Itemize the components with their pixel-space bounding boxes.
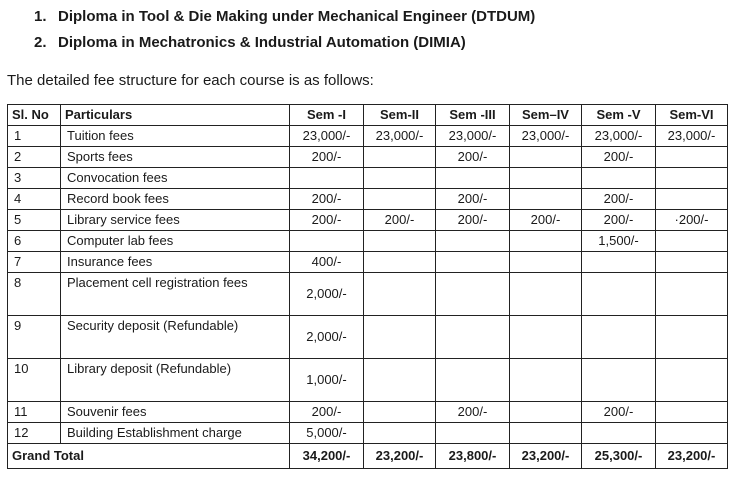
course-name: Diploma in Mechatronics & Industrial Automation (DIMIA): [58, 34, 466, 51]
fee-cell-sem-4: [510, 402, 582, 423]
grand-total-row: [8, 444, 728, 469]
course-number: 2.: [34, 34, 47, 51]
particulars-cell: Insurance fees: [61, 252, 290, 273]
grand-total-sem-6: 23,200/-: [656, 444, 728, 469]
fee-table: [7, 104, 728, 469]
fee-cell-sem-5: 200/-: [582, 402, 656, 423]
grand-total-sem-4: 23,200/-: [510, 444, 582, 469]
fee-cell-sem-3: [436, 273, 510, 316]
course-item: [34, 30, 535, 56]
fee-cell-sem-3: 200/-: [436, 147, 510, 168]
header-sem-4: Sem–IV: [510, 105, 582, 126]
fee-cell-sem-1: 5,000/-: [290, 423, 364, 444]
fee-cell-sem-2: [364, 316, 436, 359]
fee-cell-sem-2: [364, 423, 436, 444]
fee-cell-sem-6: [656, 231, 728, 252]
fee-cell-sem-1: [290, 168, 364, 189]
fee-cell-sem-6: [656, 189, 728, 210]
sl-no-cell: 6: [8, 231, 61, 252]
fee-cell-sem-5: [582, 168, 656, 189]
fee-cell-sem-6: [656, 147, 728, 168]
header-sl-no: Sl. No: [8, 105, 61, 126]
fee-cell-sem-1: 200/-: [290, 210, 364, 231]
particulars-cell: Library deposit (Refundable): [61, 359, 290, 402]
table-row: [8, 210, 728, 231]
fee-cell-sem-3: [436, 316, 510, 359]
fee-cell-sem-2: [364, 189, 436, 210]
table-row: [8, 316, 728, 359]
course-name: Diploma in Tool & Die Making under Mechanical Engineer (DTDUM): [58, 8, 536, 25]
table-row: [8, 402, 728, 423]
fee-cell-sem-6: [656, 252, 728, 273]
fee-cell-sem-3: [436, 423, 510, 444]
table-row: [8, 189, 728, 210]
fee-cell-sem-4: [510, 189, 582, 210]
fee-cell-sem-4: [510, 316, 582, 359]
fee-cell-sem-2: [364, 273, 436, 316]
fee-cell-sem-5: 200/-: [582, 210, 656, 231]
sl-no-cell: 4: [8, 189, 61, 210]
fee-cell-sem-3: 23,000/-: [436, 126, 510, 147]
fee-cell-sem-2: [364, 147, 436, 168]
sl-no-cell: 9: [8, 316, 61, 359]
header-sem-6: Sem-VI: [656, 105, 728, 126]
fee-cell-sem-1: 400/-: [290, 252, 364, 273]
table-row: [8, 126, 728, 147]
fee-cell-sem-2: [364, 359, 436, 402]
fee-cell-sem-3: 200/-: [436, 402, 510, 423]
sl-no-cell: 1: [8, 126, 61, 147]
fee-cell-sem-3: [436, 359, 510, 402]
header-sem-1: Sem -I: [290, 105, 364, 126]
header-sem-5: Sem -V: [582, 105, 656, 126]
particulars-cell: Security deposit (Refundable): [61, 316, 290, 359]
fee-cell-sem-5: [582, 316, 656, 359]
fee-cell-sem-1: 200/-: [290, 189, 364, 210]
fee-cell-sem-3: 200/-: [436, 210, 510, 231]
fee-cell-sem-6: [656, 423, 728, 444]
sl-no-cell: 11: [8, 402, 61, 423]
sl-no-cell: 12: [8, 423, 61, 444]
fee-cell-sem-4: 200/-: [510, 210, 582, 231]
fee-cell-sem-2: [364, 402, 436, 423]
grand-total-sem-2: 23,200/-: [364, 444, 436, 469]
fee-cell-sem-1: 200/-: [290, 402, 364, 423]
fee-cell-sem-3: [436, 168, 510, 189]
fee-cell-sem-5: [582, 252, 656, 273]
course-list: [34, 4, 535, 56]
particulars-cell: Tuition fees: [61, 126, 290, 147]
table-row: [8, 147, 728, 168]
table-row: [8, 423, 728, 444]
fee-cell-sem-6: [656, 316, 728, 359]
header-particulars: Particulars: [61, 105, 290, 126]
fee-cell-sem-1: 2,000/-: [290, 273, 364, 316]
sl-no-cell: 8: [8, 273, 61, 316]
fee-cell-sem-2: [364, 252, 436, 273]
grand-total-sem-1: 34,200/-: [290, 444, 364, 469]
fee-cell-sem-6: [656, 402, 728, 423]
fee-cell-sem-5: 1,500/-: [582, 231, 656, 252]
fee-cell-sem-4: [510, 147, 582, 168]
particulars-cell: Convocation fees: [61, 168, 290, 189]
course-number: 1.: [34, 8, 47, 25]
table-row: [8, 231, 728, 252]
table-row: [8, 273, 728, 316]
fee-cell-sem-4: [510, 273, 582, 316]
fee-cell-sem-6: ·200/-: [656, 210, 728, 231]
fee-cell-sem-3: 200/-: [436, 189, 510, 210]
table-header-row: [8, 105, 728, 126]
fee-cell-sem-2: [364, 231, 436, 252]
intro-text: The detailed fee structure for each course is as follows:: [7, 72, 374, 89]
particulars-cell: Building Establishment charge: [61, 423, 290, 444]
fee-cell-sem-1: 2,000/-: [290, 316, 364, 359]
fee-cell-sem-5: 200/-: [582, 189, 656, 210]
fee-cell-sem-5: [582, 273, 656, 316]
fee-cell-sem-6: [656, 273, 728, 316]
fee-cell-sem-6: [656, 359, 728, 402]
sl-no-cell: 7: [8, 252, 61, 273]
grand-total-sem-3: 23,800/-: [436, 444, 510, 469]
particulars-cell: Computer lab fees: [61, 231, 290, 252]
fee-cell-sem-1: 200/-: [290, 147, 364, 168]
particulars-cell: Placement cell registration fees: [61, 273, 290, 316]
fee-cell-sem-2: 23,000/-: [364, 126, 436, 147]
grand-total-sem-5: 25,300/-: [582, 444, 656, 469]
header-sem-2: Sem-II: [364, 105, 436, 126]
header-sem-3: Sem -III: [436, 105, 510, 126]
fee-cell-sem-1: 23,000/-: [290, 126, 364, 147]
fee-cell-sem-2: [364, 168, 436, 189]
sl-no-cell: 2: [8, 147, 61, 168]
fee-cell-sem-5: [582, 423, 656, 444]
particulars-cell: Souvenir fees: [61, 402, 290, 423]
fee-cell-sem-4: 23,000/-: [510, 126, 582, 147]
table-row: [8, 168, 728, 189]
fee-cell-sem-3: [436, 252, 510, 273]
sl-no-cell: 5: [8, 210, 61, 231]
table-row: [8, 252, 728, 273]
fee-cell-sem-3: [436, 231, 510, 252]
sl-no-cell: 10: [8, 359, 61, 402]
particulars-cell: Sports fees: [61, 147, 290, 168]
fee-cell-sem-5: 200/-: [582, 147, 656, 168]
fee-cell-sem-4: [510, 168, 582, 189]
fee-cell-sem-6: 23,000/-: [656, 126, 728, 147]
fee-cell-sem-4: [510, 252, 582, 273]
fee-cell-sem-4: [510, 231, 582, 252]
fee-cell-sem-1: [290, 231, 364, 252]
fee-cell-sem-4: [510, 423, 582, 444]
particulars-cell: Record book fees: [61, 189, 290, 210]
sl-no-cell: 3: [8, 168, 61, 189]
fee-cell-sem-4: [510, 359, 582, 402]
course-item: [34, 4, 535, 30]
fee-cell-sem-1: 1,000/-: [290, 359, 364, 402]
fee-cell-sem-6: [656, 168, 728, 189]
fee-cell-sem-2: 200/-: [364, 210, 436, 231]
particulars-cell: Library service fees: [61, 210, 290, 231]
table-row: [8, 359, 728, 402]
fee-cell-sem-5: [582, 359, 656, 402]
fee-cell-sem-5: 23,000/-: [582, 126, 656, 147]
grand-total-label: Grand Total: [8, 444, 290, 469]
